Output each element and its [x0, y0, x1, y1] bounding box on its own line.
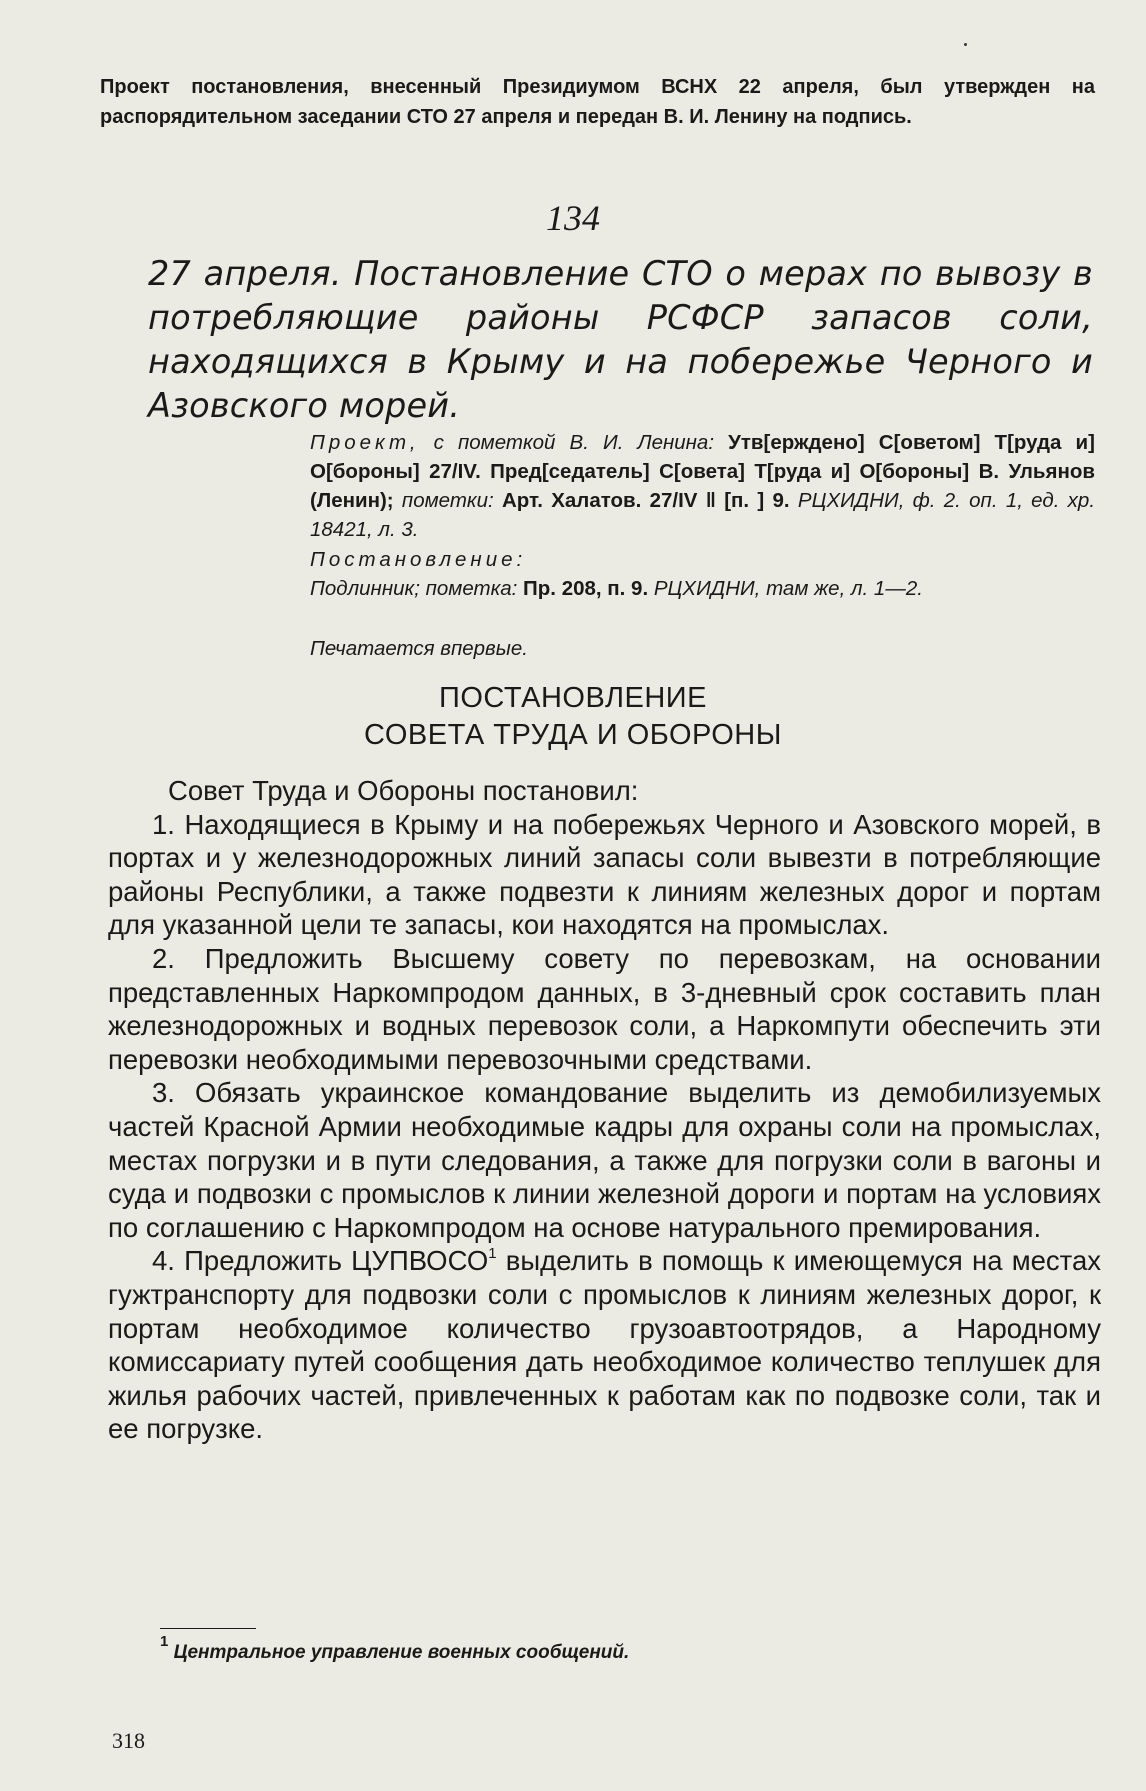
resolution-item-3: 3. Обязать украинское командование выделить из демобилизуемых частей Красной Армии необходимые кадры для охраны соли на промыслах, местах погрузки и в пути следования, а также для погрузки соли в вагоны и суда и подвозки с промыслов к линии железной дороги и портам на условиях по соглашению с Наркомпродом на основе натурального премирования. — [108, 1077, 1101, 1243]
resolution-item-1: 1. Находящиеся в Крыму и на побережьях Черного и Азовского морей, в портах и у железнодорожных линий запасы соли вывезти в потребляющие районы Республики, а также подвезти к линиям железных дорог и портам для указанной цели те запасы, кои находятся на промыслах. — [108, 808, 1101, 941]
document-number: 134 — [546, 198, 600, 238]
source-marks-text: Арт. Халатов. 27/IV ‖ [п. ] 9. — [501, 489, 798, 512]
footnote-text: Центральное управление военных сообщений. — [173, 1642, 630, 1663]
source-note-draft — [310, 428, 1095, 544]
source-note-original — [310, 574, 1095, 603]
page-number: 318 — [112, 1728, 145, 1753]
source-marks-label: пометки: — [393, 489, 502, 512]
resolution-body — [108, 774, 1101, 1446]
intro-paragraph: Проект постановления, внесенный Президиумом ВСНХ 22 апреля, был утвержден на распорядительном заседании СТО 27 апреля и передан В. И. Ленину на подпись. — [100, 76, 1095, 128]
source-approval-text: Утв[ерждено] С[оветом] Т[руда и] О[бороны] 27/IV. Пред[седатель] С[овета] Т[руда и] О[бороны] В. Ульянов (Ленин); — [310, 431, 1095, 512]
resolution-item-4-start: 4. Предложить ЦУПВОСО — [152, 1245, 489, 1277]
resolution-item-4 — [108, 1244, 1101, 1446]
footnote-marker: 1 — [160, 1633, 169, 1650]
footnote — [160, 1633, 1060, 1666]
resolution-title-line-2: СОВЕТА ТРУДА И ОБОРОНЫ — [364, 719, 782, 751]
source-note-first-print: Печатается впервые. — [310, 637, 528, 660]
resolution-title — [0, 680, 1146, 754]
source-original-mark: Пр. 208, п. 9. — [523, 577, 654, 600]
resolution-lead: Совет Труда и Обороны постановил: — [168, 775, 639, 806]
source-archive-ref: РЦХИДНИ, ф. 2. оп. 1, ед. хр. 18421, л. 3. — [310, 489, 1096, 541]
resolution-title-line-1: ПОСТАНОВЛЕНИЕ — [439, 682, 707, 714]
footnote-separator — [160, 1628, 256, 1629]
resolution-item-2: 2. Предложить Высшему совету по перевозкам, на основании представленных Наркомпродом данных, в 3-дневный срок составить план железнодорожных и водных перевозок соли, а Наркомпути обеспечить эти перевозки необходимыми перевозочными средствами. — [108, 942, 1101, 1075]
source-original-label: Подлинник; пометка: — [310, 577, 524, 600]
source-resolution-label: Постановление: — [310, 548, 527, 571]
source-note-resolution — [310, 545, 1095, 574]
document-heading: 27 апреля. Постановление СТО о мерах по вывозу в потребляющие районы РСФСР запасов соли, находящихся в Крыму и на побережье Черного и Азовского морей. — [148, 254, 1093, 425]
print-speck — [964, 43, 967, 46]
source-original-archive: РЦХИДНИ, там же, л. 1—2. — [653, 577, 923, 600]
footnote-reference: 1 — [488, 1245, 497, 1263]
source-draft-text: с пометкой В. И. Ленина: — [419, 431, 729, 454]
resolution-item-4-rest: выделить в помощь к имеющемуся на местах гужтранспорту для подвозки соли с промыслов к линиям железных дорог, к портам необходимое количество грузоавтоотрядов, а Народному комиссариату путей сообщения дать необходимое количество теплушек для жилья рабочих частей, привлеченных к работам как по подвозке соли, так и ее погрузке. — [108, 1245, 1102, 1445]
source-draft-label: Проект, — [310, 431, 420, 454]
